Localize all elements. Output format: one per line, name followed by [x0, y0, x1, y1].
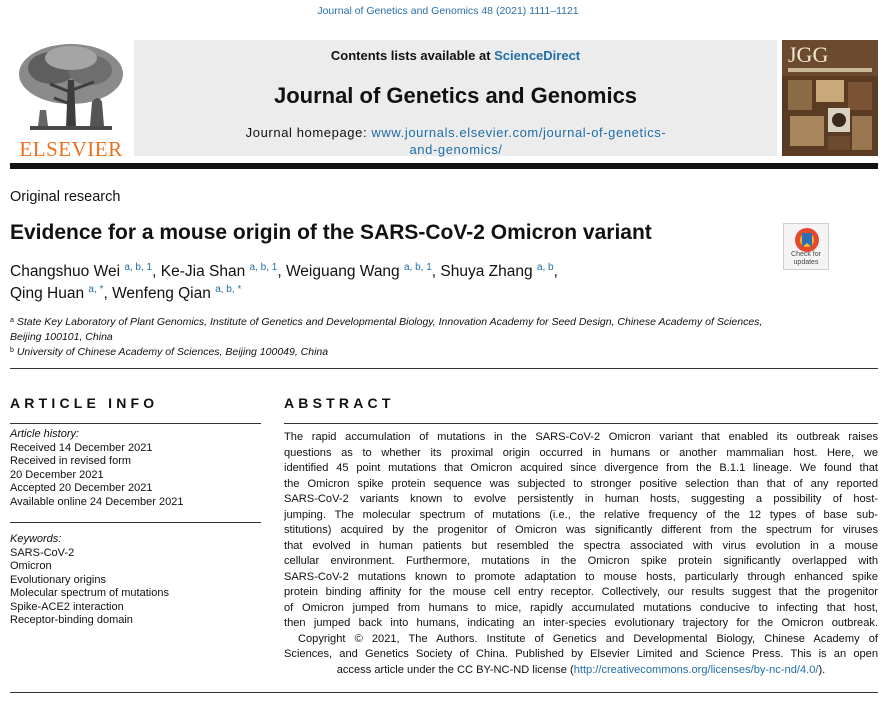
affiliation-a: $^a$ State Key Laboratory of Plant Genomics, Institute of Genetics and Developmental Biology, Innovation Academy for Seed Design, Chinese Academy of Sciences, Beijing 100101, China — [10, 316, 763, 343]
journal-header-box — [134, 40, 777, 156]
author[interactable]: Shuya Zhang $^{a, b}$ — [440, 262, 554, 280]
abstract-divider — [284, 423, 878, 424]
journal-homepage — [176, 124, 736, 158]
copyright-line: Copyright © 2021, The Authors. Institute of Genetics and Developmental Biology, Chinese Academy of — [298, 632, 878, 645]
abstract-line: SARS-CoV-2 mutations known to promote adaptation to mouse hosts, particularly through enhanced spike — [284, 570, 878, 583]
keyword: Molecular spectrum of mutations — [10, 587, 169, 599]
cover-subtitle-bar — [788, 68, 872, 72]
history-heading: Article history: — [10, 428, 80, 440]
abstract-line: stitutions) acquired by the progenitor of Omicron was significantly different from the spectrum for viruses — [284, 524, 878, 536]
copyright-license-line: access article under the CC BY-NC-ND license (http://creativecommons.org/licenses/by-nc-nd/4.0/). — [336, 663, 826, 676]
journal-title[interactable]: Journal of Genetics and Genomics — [273, 83, 638, 108]
check-updates-label: Check for updates — [791, 251, 821, 266]
keyword: Receptor-binding domain — [10, 614, 133, 626]
history-item: 20 December 2021 — [10, 468, 104, 481]
elsevier-wordmark: ELSEVIER — [19, 137, 123, 161]
keyword: SARS-CoV-2 — [10, 546, 75, 559]
author[interactable]: Qing Huan $^{a, *}$ — [10, 284, 104, 302]
article-info-heading: ARTICLE INFO — [10, 395, 159, 411]
abstract-line: protein binding affinity for the mouse cell entry receptor. Collectively, our results suggest that the progenitor — [284, 586, 878, 598]
license-link[interactable]: http://creativecommons.org/licenses/by-nc-nd/4.0/ — [573, 663, 819, 676]
homepage-link-cont[interactable]: and-genomics/ — [409, 142, 503, 157]
header-divider — [10, 163, 878, 169]
article-history — [10, 428, 183, 509]
authors-line-1: Changshuo Wei $^{a, b, 1}$, Ke-Jia Shan $^{a, b, 1}$, Weiguang Wang $^{a, b, 1}$, Shuya Zhang $^{a, b}$, — [10, 262, 558, 280]
keywords-divider — [10, 522, 261, 523]
abstract-line: questions as to whether its proximal origin occurred in humans or another mammalian host. Here, we — [284, 446, 878, 459]
journal-cover-thumbnail[interactable] — [782, 40, 878, 156]
author[interactable]: Changshuo Wei $^{a, b, 1}$ — [10, 262, 153, 280]
copyright-line: Sciences, and Genetics Society of China. Published by Elsevier Limited and Science Press. This is an open — [284, 648, 878, 660]
history-item: Accepted 20 December 2021 — [10, 482, 153, 494]
keywords-heading: Keywords: — [10, 533, 62, 545]
abstract-body — [284, 430, 878, 678]
journal-citation[interactable]: Journal of Genetics and Genomics 48 (2021) 1111–1121 — [317, 5, 579, 17]
abstract-line: then jumped back into humans, indicating an inter-species evolutionary trajectory for the Omicron outbreak. — [284, 617, 878, 629]
article-info-divider — [10, 423, 261, 424]
abstract-line: cellular environment. Furthermore, mutations in the Omicron spike protein significantly overlapped with — [284, 555, 878, 567]
abstract-line: that evolved in human patients but resembled the spectra associated with virus evolution in a mouse — [284, 539, 878, 552]
authors-line-2: Qing Huan $^{a, *}$, Wenfeng Qian $^{a, b, *}$ — [10, 284, 242, 302]
abstract-line: SARS-CoV-2 variants known to evolve persistently in human hosts, suggesting a possibility of host- — [284, 493, 878, 505]
author[interactable]: Ke-Jia Shan $^{a, b, 1}$ — [160, 262, 278, 280]
affiliation-b: $^b$ University of Chinese Academy of Sciences, Beijing 100049, China — [10, 346, 329, 358]
contents-line — [134, 48, 777, 63]
contents-prefix: Contents lists available at — [330, 48, 495, 63]
elsevier-tree-icon — [10, 40, 132, 136]
cover-illustration-icon — [782, 76, 878, 156]
article-type: Original research — [10, 189, 121, 205]
abstract-line: identified 45 point mutations that Omicron acquired since divergence from the B.1.1 lineage. We found that — [284, 462, 878, 474]
abstract-line: jumping. The molecular spectrum of mutations (i.e., the relative frequency of the 12 types of base sub- — [284, 508, 878, 521]
history-item: Received 14 December 2021 — [10, 441, 153, 454]
keyword: Evolutionary origins — [10, 573, 106, 586]
abstract-line: the Omicron spike protein sequence was subjected to stronger positive selection than that of any reported — [284, 477, 878, 490]
history-item: Available online 24 December 2021 — [10, 495, 184, 508]
keyword: Spike-ACE2 interaction — [10, 600, 124, 613]
homepage-link[interactable]: www.journals.elsevier.com/journal-of-genetics- — [371, 125, 667, 140]
homepage-label: Journal homepage: — [245, 125, 372, 140]
bottom-divider — [10, 692, 878, 693]
abstract-line: of Omicron jumped from humans to mice, rapidly accumulated mutations conducive to infecting that host, — [284, 601, 878, 614]
article-title: Evidence for a mouse origin of the SARS-CoV-2 Omicron variant — [10, 221, 652, 244]
abstract-line: The rapid accumulation of mutations in the SARS-CoV-2 Omicron variant that enabled its outbreak raises — [284, 431, 878, 443]
author[interactable]: Wenfeng Qian $^{a, b, *}$ — [112, 284, 242, 302]
sciencedirect-link[interactable]: ScienceDirect — [494, 48, 581, 63]
abstract-heading: ABSTRACT — [284, 395, 395, 411]
section-divider — [10, 368, 878, 369]
history-item: Received in revised form — [10, 455, 132, 467]
cover-title: JGG — [788, 42, 829, 67]
keyword: Omicron — [10, 560, 52, 572]
check-for-updates-button[interactable] — [783, 223, 829, 270]
keywords — [10, 533, 169, 628]
author[interactable]: Weiguang Wang $^{a, b, 1}$ — [285, 262, 432, 280]
